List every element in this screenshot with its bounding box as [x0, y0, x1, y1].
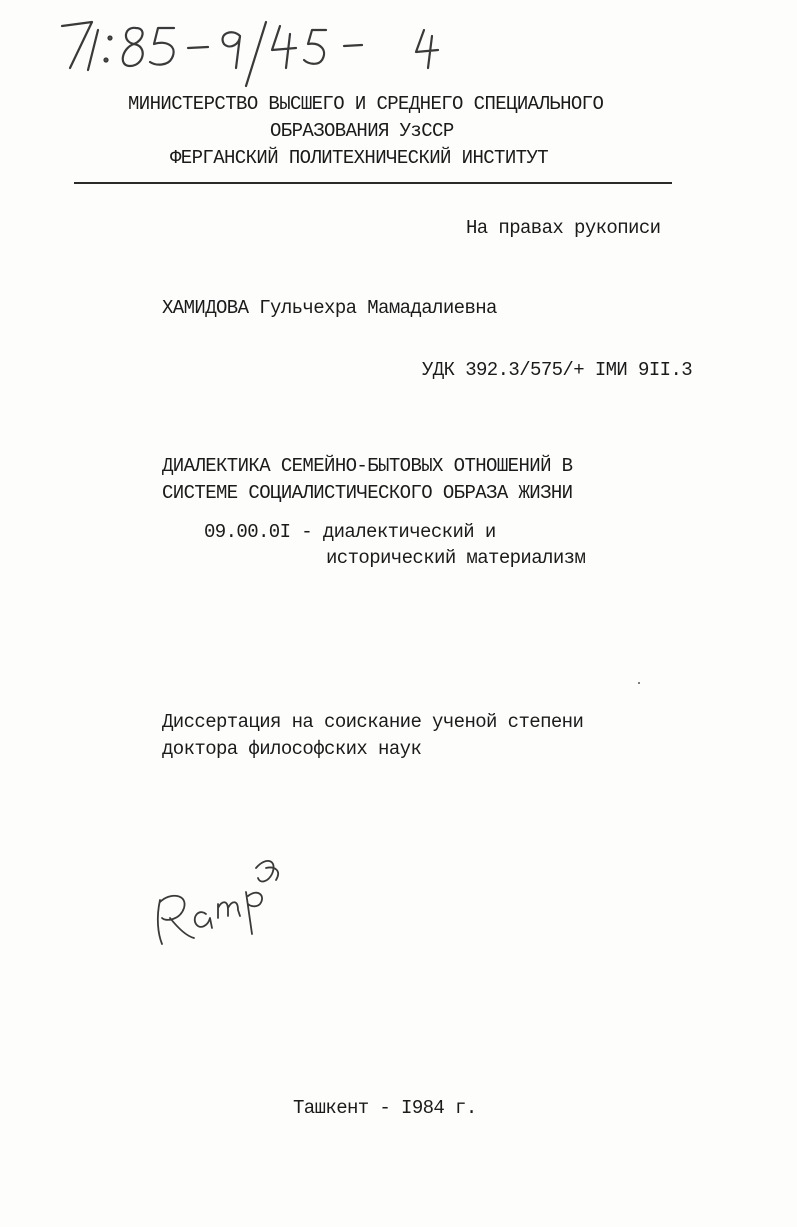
handwritten-note [148, 838, 288, 958]
institution-line-1: МИНИСТЕРСТВО ВЫСШЕГО И СРЕДНЕГО СПЕЦИАЛЬНОГО [128, 93, 604, 115]
archive-handwritten-mark [40, 8, 460, 98]
header-divider [74, 182, 672, 184]
author-name: ХАМИДОВА Гульчехра Мамадалиевна [162, 297, 497, 319]
city-year: Ташкент - I984 г. [293, 1097, 477, 1119]
degree-line-2: доктора философских наук [162, 738, 422, 760]
specialty-line-1: 09.00.0I - диалектический и [204, 521, 496, 543]
udc-code: УДК 392.3/575/+ IМИ 9II.3 [422, 359, 693, 381]
specialty-line-2: исторический материализм [326, 547, 586, 569]
institution-line-2: ОБРАЗОВАНИЯ УзССР [270, 120, 454, 142]
institution-line-3: ФЕРГАНСКИЙ ПОЛИТЕХНИЧЕСКИЙ ИНСТИТУТ [170, 147, 549, 169]
title-line-1: ДИАЛЕКТИКА СЕМЕЙНО-БЫТОВЫХ ОТНОШЕНИЙ В [162, 455, 573, 477]
manuscript-rights: На правах рукописи [466, 217, 661, 239]
degree-line-1: Диссертация на соискание ученой степени [162, 711, 584, 733]
title-line-2: СИСТЕМЕ СОЦИАЛИСТИЧЕСКОГО ОБРАЗА ЖИЗНИ [162, 482, 573, 504]
speck [638, 682, 640, 684]
